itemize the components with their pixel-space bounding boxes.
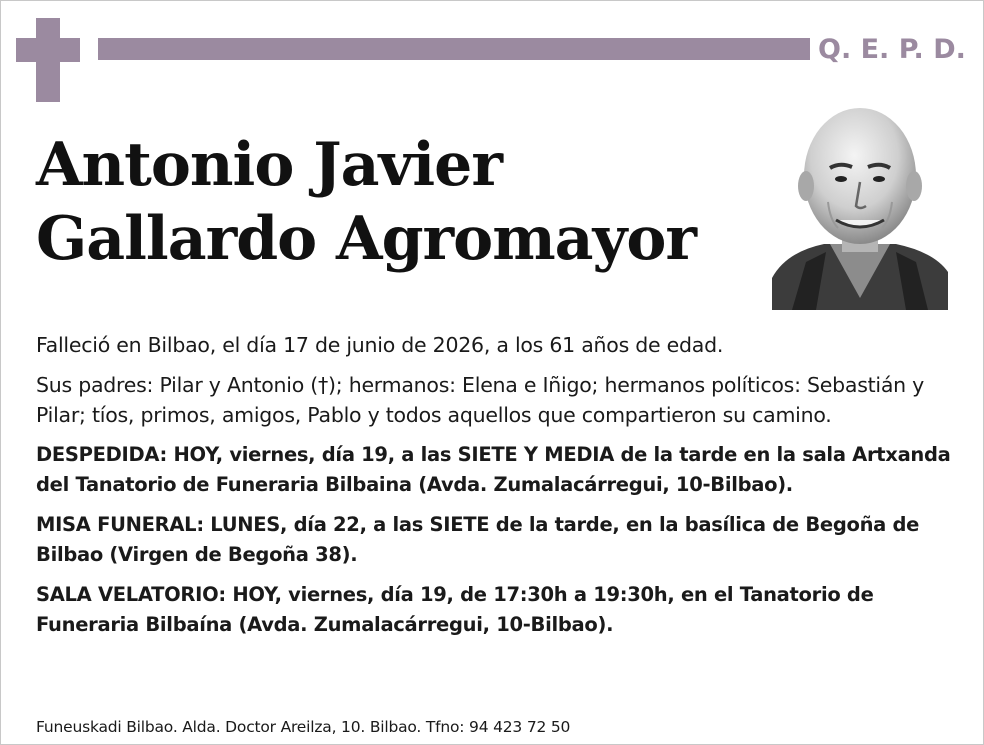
family-paragraph: Sus padres: Pilar y Antonio (†); hermanos: Elena e Iñigo; hermanos políticos: Sebastián y Pilar; tíos, primos, amigos, Pablo y todos aquellos que compartieron su camino. (36, 373, 925, 427)
name-line-2: Gallardo Agromayor (36, 204, 697, 274)
wake-paragraph: SALA VELATORIO: HOY, viernes, día 19, de 17:30h a 19:30h, en el Tanatorio de Funeraria Bilbaína (Avda. Zumalacárregui, 10-Bilbao). (36, 583, 874, 636)
death-paragraph: Falleció en Bilbao, el día 17 de junio de 2026, a los 61 años de edad. (36, 333, 724, 357)
obituary-body (36, 330, 956, 650)
funeral-home-footer: Funeuskadi Bilbao. Alda. Doctor Areilza, 10. Bilbao. Tfno: 94 423 72 50 (36, 718, 571, 736)
deceased-name (36, 128, 696, 276)
mass-paragraph: MISA FUNERAL: LUNES, día 22, a las SIETE de la tarde, en la basílica de Begoña de Bilbao (Virgen de Begoña 38). (36, 513, 920, 566)
name-line-1: Antonio Javier (36, 130, 502, 200)
farewell-paragraph: DESPEDIDA: HOY, viernes, día 19, a las SIETE Y MEDIA de la tarde en la sala Artxanda del Tanatorio de Funeraria Bilbaina (Avda. Zumalacárregui, 10-Bilbao). (36, 443, 951, 496)
qepd-label: Q. E. P. D. (818, 34, 966, 65)
header-bar (98, 38, 810, 60)
portrait-photo (772, 102, 948, 310)
